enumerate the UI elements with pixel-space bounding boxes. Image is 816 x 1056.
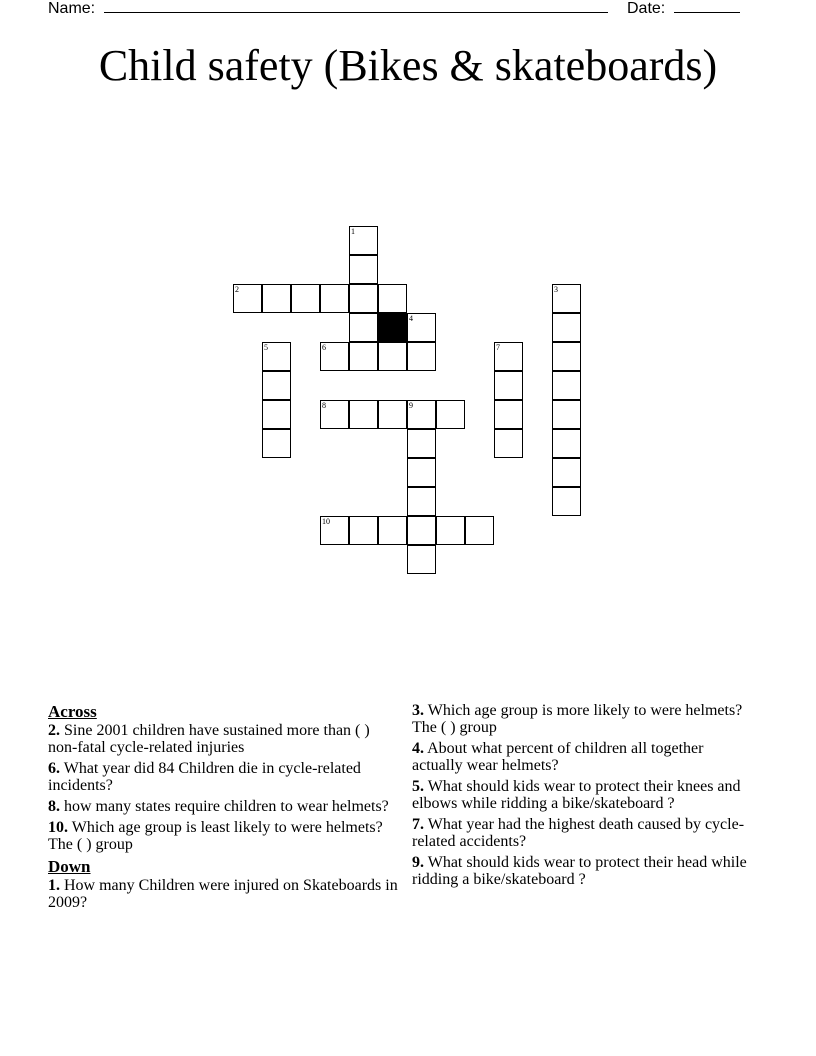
clue-number: 7. (412, 816, 424, 833)
clue-number: 9. (412, 854, 424, 871)
clue-number: 3. (412, 702, 424, 719)
grid-cell[interactable] (262, 400, 291, 429)
grid-cell[interactable] (291, 284, 320, 313)
grid-cell[interactable] (407, 400, 436, 429)
grid-cell[interactable] (407, 545, 436, 574)
clues-right-column (412, 702, 757, 892)
grid-cell[interactable] (262, 371, 291, 400)
grid-cell[interactable] (320, 342, 349, 371)
clue-text: Which age group is least likely to were helmets? The ( ) group (48, 819, 383, 853)
clue-down-1 (48, 877, 403, 911)
clue-text: What should kids wear to protect their head while ridding a bike/skateboard ? (412, 854, 747, 888)
grid-cell[interactable] (378, 400, 407, 429)
grid-cell[interactable] (552, 284, 581, 313)
clue-down-7 (412, 816, 757, 850)
grid-cell[interactable] (349, 400, 378, 429)
clue-number-label: 3 (554, 285, 558, 294)
clue-down-5 (412, 778, 757, 812)
grid-cell[interactable] (436, 516, 465, 545)
grid-cell[interactable] (233, 284, 262, 313)
name-label: Name: (48, 0, 96, 17)
grid-cell[interactable] (262, 342, 291, 371)
grid-cell[interactable] (378, 284, 407, 313)
clue-number: 10. (48, 819, 68, 836)
clue-down-3 (412, 702, 757, 736)
clue-number-label: 4 (409, 314, 413, 323)
clue-text: What should kids wear to protect their knees and elbows while ridding a bike/skateboard ? (412, 778, 741, 812)
grid-cell[interactable] (465, 516, 494, 545)
grid-cell[interactable] (552, 429, 581, 458)
grid-cell[interactable] (407, 429, 436, 458)
clue-number: 6. (48, 760, 60, 777)
grid-cell[interactable] (349, 313, 378, 342)
grid-cell[interactable] (378, 516, 407, 545)
clue-text: how many states require children to wear helmets? (64, 798, 389, 815)
clue-number: 8. (48, 798, 60, 815)
grid-cell[interactable] (552, 487, 581, 516)
clue-text: How many Children were injured on Skateboards in 2009? (48, 877, 398, 911)
clue-down-9 (412, 854, 757, 888)
grid-cell[interactable] (494, 400, 523, 429)
clue-number-label: 10 (322, 517, 330, 526)
clues-left-column (48, 702, 403, 915)
grid-cell[interactable] (378, 342, 407, 371)
grid-cell[interactable] (407, 516, 436, 545)
grid-cell[interactable] (320, 284, 349, 313)
clue-number: 1. (48, 877, 60, 894)
grid-cell[interactable] (262, 429, 291, 458)
grid-cell[interactable] (262, 284, 291, 313)
grid-cell[interactable] (349, 226, 378, 255)
grid-cell[interactable] (436, 400, 465, 429)
clue-text: Which age group is more likely to were helmets? The ( ) group (412, 702, 743, 736)
clue-across-8 (48, 798, 403, 815)
clue-across-2 (48, 722, 403, 756)
clue-number-label: 5 (264, 343, 268, 352)
grid-cell[interactable] (494, 371, 523, 400)
clue-across-10 (48, 819, 403, 853)
grid-cell[interactable] (552, 400, 581, 429)
grid-cell[interactable] (552, 458, 581, 487)
clue-text: What year had the highest death caused by cycle-related accidents? (412, 816, 745, 850)
grid-cell[interactable] (349, 284, 378, 313)
grid-cell[interactable] (407, 487, 436, 516)
grid-cell[interactable] (349, 516, 378, 545)
clue-number-label: 9 (409, 401, 413, 410)
clue-text: Sine 2001 children have sustained more than ( ) non-fatal cycle-related injuries (48, 722, 370, 756)
grid-cell[interactable] (349, 342, 378, 371)
clue-down-4 (412, 740, 757, 774)
grid-cell[interactable] (552, 371, 581, 400)
clue-number: 2. (48, 722, 60, 739)
clue-text: About what percent of children all together actually wear helmets? (412, 740, 704, 774)
blocked-cell (378, 313, 407, 342)
grid-cell[interactable] (552, 342, 581, 371)
down-heading: Down (48, 857, 91, 876)
clue-number-label: 6 (322, 343, 326, 352)
grid-cell[interactable] (320, 516, 349, 545)
date-label: Date: (627, 0, 666, 17)
clue-text: What year did 84 Children die in cycle-related incidents? (48, 760, 361, 794)
grid-cell[interactable] (407, 313, 436, 342)
grid-cell[interactable] (552, 313, 581, 342)
page-title: Child safety (Bikes & skateboards) (98, 41, 718, 90)
grid-cell[interactable] (494, 429, 523, 458)
clue-number-label: 2 (235, 285, 239, 294)
grid-cell[interactable] (320, 400, 349, 429)
clue-number: 5. (412, 778, 424, 795)
grid-cell[interactable] (407, 458, 436, 487)
grid-cell[interactable] (349, 255, 378, 284)
across-heading: Across (48, 702, 97, 721)
clue-across-6 (48, 760, 403, 794)
clue-number-label: 7 (496, 343, 500, 352)
clue-number-label: 1 (351, 227, 355, 236)
grid-cell[interactable] (494, 342, 523, 371)
grid-cell[interactable] (407, 342, 436, 371)
clue-number: 4. (412, 740, 424, 757)
clue-number-label: 8 (322, 401, 326, 410)
